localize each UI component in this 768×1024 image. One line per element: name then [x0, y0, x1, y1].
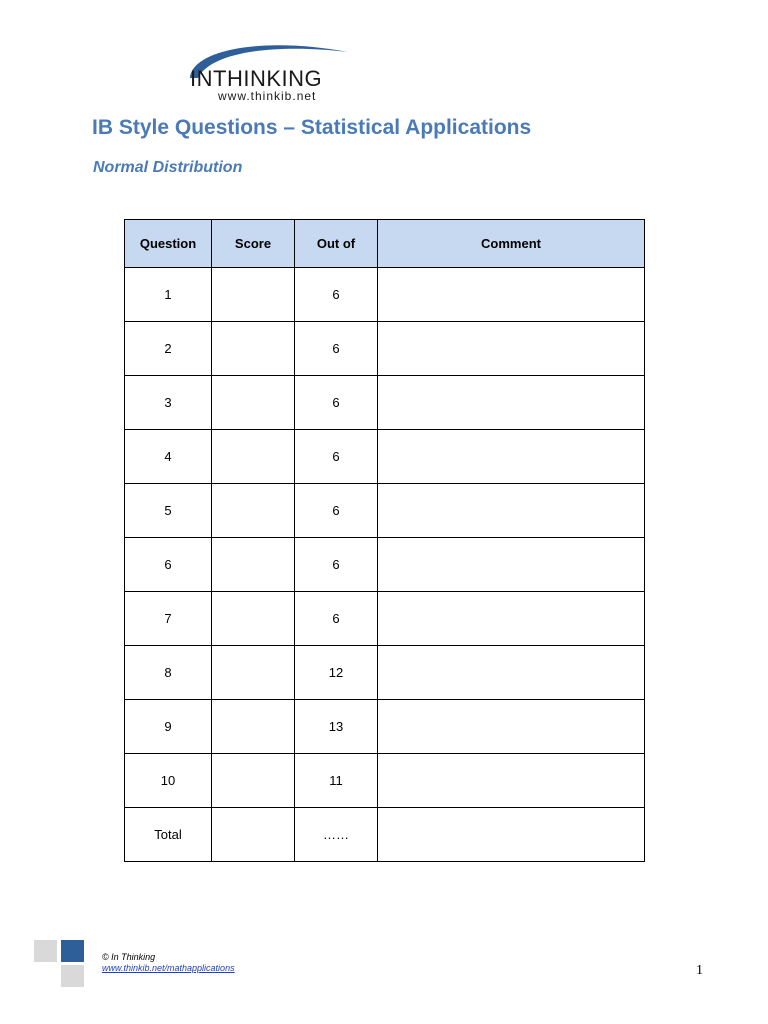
out-of-cell: 6 — [295, 538, 378, 592]
page-title: IB Style Questions – Statistical Applications — [92, 116, 532, 139]
header-question: Question — [125, 220, 212, 268]
footer-link[interactable]: www.thinkib.net/mathapplications — [102, 963, 235, 973]
question-cell: 1 — [125, 268, 212, 322]
comment-cell[interactable] — [378, 376, 645, 430]
header-out-of: Out of — [295, 220, 378, 268]
footer-squares-decoration — [34, 940, 86, 988]
total-score-cell[interactable] — [212, 808, 295, 862]
score-cell[interactable] — [212, 376, 295, 430]
header-comment: Comment — [378, 220, 645, 268]
question-cell: 2 — [125, 322, 212, 376]
logo-wordmark: INTHINKING — [190, 66, 323, 91]
comment-cell[interactable] — [378, 430, 645, 484]
question-cell: 3 — [125, 376, 212, 430]
question-cell: 9 — [125, 700, 212, 754]
table-row — [125, 646, 645, 700]
out-of-cell: 6 — [295, 430, 378, 484]
inthinking-logo — [182, 40, 352, 106]
table-row — [125, 484, 645, 538]
comment-cell[interactable] — [378, 538, 645, 592]
table-row — [125, 430, 645, 484]
score-cell[interactable] — [212, 484, 295, 538]
score-cell[interactable] — [212, 754, 295, 808]
table-header-row — [125, 220, 645, 268]
out-of-cell: 6 — [295, 322, 378, 376]
comment-cell[interactable] — [378, 484, 645, 538]
score-table — [124, 219, 645, 862]
footer-text — [102, 952, 235, 974]
total-label-cell: Total — [125, 808, 212, 862]
table-row — [125, 268, 645, 322]
table-row — [125, 754, 645, 808]
out-of-cell: 12 — [295, 646, 378, 700]
table-row — [125, 322, 645, 376]
question-cell: 10 — [125, 754, 212, 808]
table-row — [125, 592, 645, 646]
score-cell[interactable] — [212, 592, 295, 646]
page-subtitle: Normal Distribution — [93, 159, 243, 176]
score-cell[interactable] — [212, 322, 295, 376]
comment-cell[interactable] — [378, 646, 645, 700]
table-total-row — [125, 808, 645, 862]
question-cell: 4 — [125, 430, 212, 484]
logo-url: www.thinkib.net — [218, 89, 317, 103]
comment-cell[interactable] — [378, 754, 645, 808]
comment-cell[interactable] — [378, 700, 645, 754]
page-number: 1 — [696, 963, 703, 978]
question-cell: 6 — [125, 538, 212, 592]
footer-copyright: © In Thinking — [102, 952, 156, 962]
score-cell[interactable] — [212, 700, 295, 754]
score-cell[interactable] — [212, 268, 295, 322]
question-cell: 5 — [125, 484, 212, 538]
comment-cell[interactable] — [378, 592, 645, 646]
table-row — [125, 538, 645, 592]
table-row — [125, 376, 645, 430]
question-cell: 7 — [125, 592, 212, 646]
total-comment-cell[interactable] — [378, 808, 645, 862]
comment-cell[interactable] — [378, 268, 645, 322]
out-of-cell: 6 — [295, 592, 378, 646]
out-of-cell: 6 — [295, 268, 378, 322]
out-of-cell: 6 — [295, 376, 378, 430]
total-out-of-cell: …… — [295, 808, 378, 862]
footer-square — [61, 965, 84, 987]
header-score: Score — [212, 220, 295, 268]
out-of-cell: 11 — [295, 754, 378, 808]
table-row — [125, 700, 645, 754]
out-of-cell: 6 — [295, 484, 378, 538]
footer-square-accent — [61, 940, 84, 962]
score-cell[interactable] — [212, 538, 295, 592]
question-cell: 8 — [125, 646, 212, 700]
score-cell[interactable] — [212, 646, 295, 700]
score-cell[interactable] — [212, 430, 295, 484]
comment-cell[interactable] — [378, 322, 645, 376]
out-of-cell: 13 — [295, 700, 378, 754]
footer-square — [34, 940, 57, 962]
